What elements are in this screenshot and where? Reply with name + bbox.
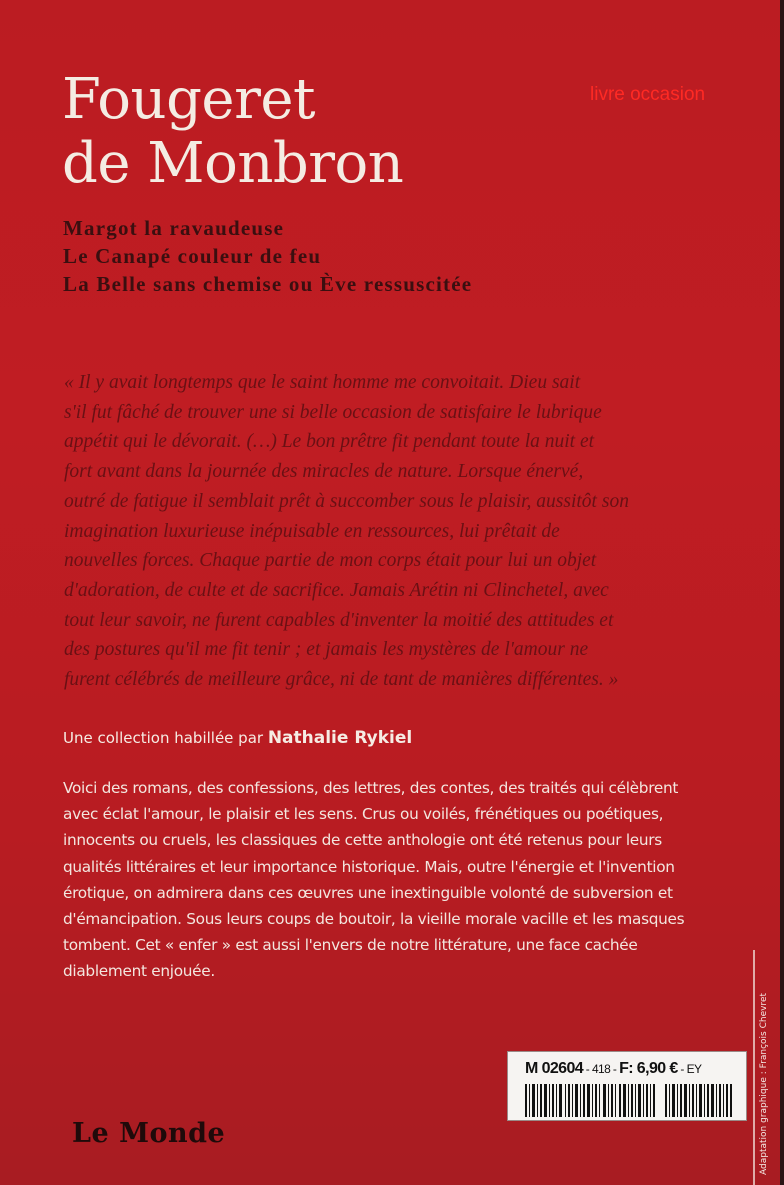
cover-edge <box>780 0 784 1185</box>
blurb-line: tombent. Cet « enfer » est aussi l'envers de notre littérature, une face cachée <box>63 936 638 955</box>
barcode-code: M 02604 <box>525 1060 584 1077</box>
quote-line: d'adoration, de culte et de sacrifice. Jamais Arétin ni Clinchetel, avec <box>64 579 609 601</box>
used-book-stamp: livre occasion <box>590 84 706 105</box>
quote-line: tout leur savoir, ne furent capables d'inventer la moitié des attitudes et <box>64 609 614 631</box>
titles-list <box>63 214 472 298</box>
author-line-2: de Monbron <box>62 131 404 196</box>
quote-line: appétit qui le dévorait. (…) Le bon prêtre fit pendant toute la nuit et <box>64 431 595 453</box>
blurb-line: érotique, on admirera dans ces œuvres une inextinguible volonté de subversion et <box>63 883 673 902</box>
quote-line: s'il fut fâché de trouver une si belle occasion de satisfaire le lubrique <box>64 401 602 423</box>
barcode-label <box>507 1051 747 1121</box>
blurb-line: diablement enjouée. <box>63 962 215 981</box>
quote-line: imagination luxurieuse inépuisable en ressources, lui prêtait de <box>64 520 560 542</box>
quote-line: « Il y avait longtemps que le saint homme me convoitait. Dieu sait <box>64 372 581 393</box>
title-item: Margot la ravaudeuse <box>63 216 285 240</box>
author-line-1: Fougeret <box>62 67 315 132</box>
collection-blurb <box>63 775 733 985</box>
spine-fold-line <box>753 950 755 1185</box>
collection-credit <box>63 728 412 748</box>
blurb-line: innocents ou cruels, les classiques de cette anthologie ont été retenus pour leurs <box>63 831 662 850</box>
barcode-bars-icon <box>525 1084 733 1117</box>
quote-line: furent célébrés de meilleure grâce, ni de tant de manières différentes. » <box>64 669 619 691</box>
title-item: Le Canapé couleur de feu <box>63 244 322 268</box>
barcode-suffix: EY <box>686 1062 702 1076</box>
design-credit: Adaptation graphique : François Chevret <box>759 992 769 1175</box>
quote-line: fort avant dans la journée des miracles de nature. Lorsque énervé, <box>64 461 584 483</box>
quote-line: outré de fatigue il semblait prêt à succomber sous le plaisir, aussitôt son <box>64 490 629 512</box>
publisher-logo: Le Monde <box>72 1118 226 1149</box>
blurb-line: d'émancipation. Sous leurs coups de boutoir, la vieille morale vacille et les masques <box>63 910 685 929</box>
quote-line: nouvelles forces. Chaque partie de mon corps était pour lui un objet <box>64 550 597 572</box>
quote-line: des postures qu'il me fit tenir ; et jamais les mystères de l'amour ne <box>64 639 589 661</box>
author-name <box>62 68 403 196</box>
designer-name: Nathalie Rykiel <box>267 728 413 748</box>
barcode-text: M 02604 - 418 - F: 6,90 € - EY <box>525 1060 702 1077</box>
excerpt-quote <box>64 368 724 695</box>
barcode-number: 418 <box>591 1062 611 1076</box>
collection-prefix: Une collection habillée par <box>63 729 268 747</box>
blurb-line: qualités littéraires et leur importance historique. Mais, outre l'énergie et l'invention <box>63 857 675 876</box>
blurb-line: Voici des romans, des confessions, des lettres, des contes, des traités qui célèbrent <box>63 779 679 797</box>
barcode-price: F: 6,90 € <box>619 1060 678 1077</box>
blurb-line: avec éclat l'amour, le plaisir et les sens. Crus ou voilés, frénétiques ou poétiques, <box>63 805 664 824</box>
title-item: La Belle sans chemise ou Ève ressuscitée <box>63 272 473 296</box>
